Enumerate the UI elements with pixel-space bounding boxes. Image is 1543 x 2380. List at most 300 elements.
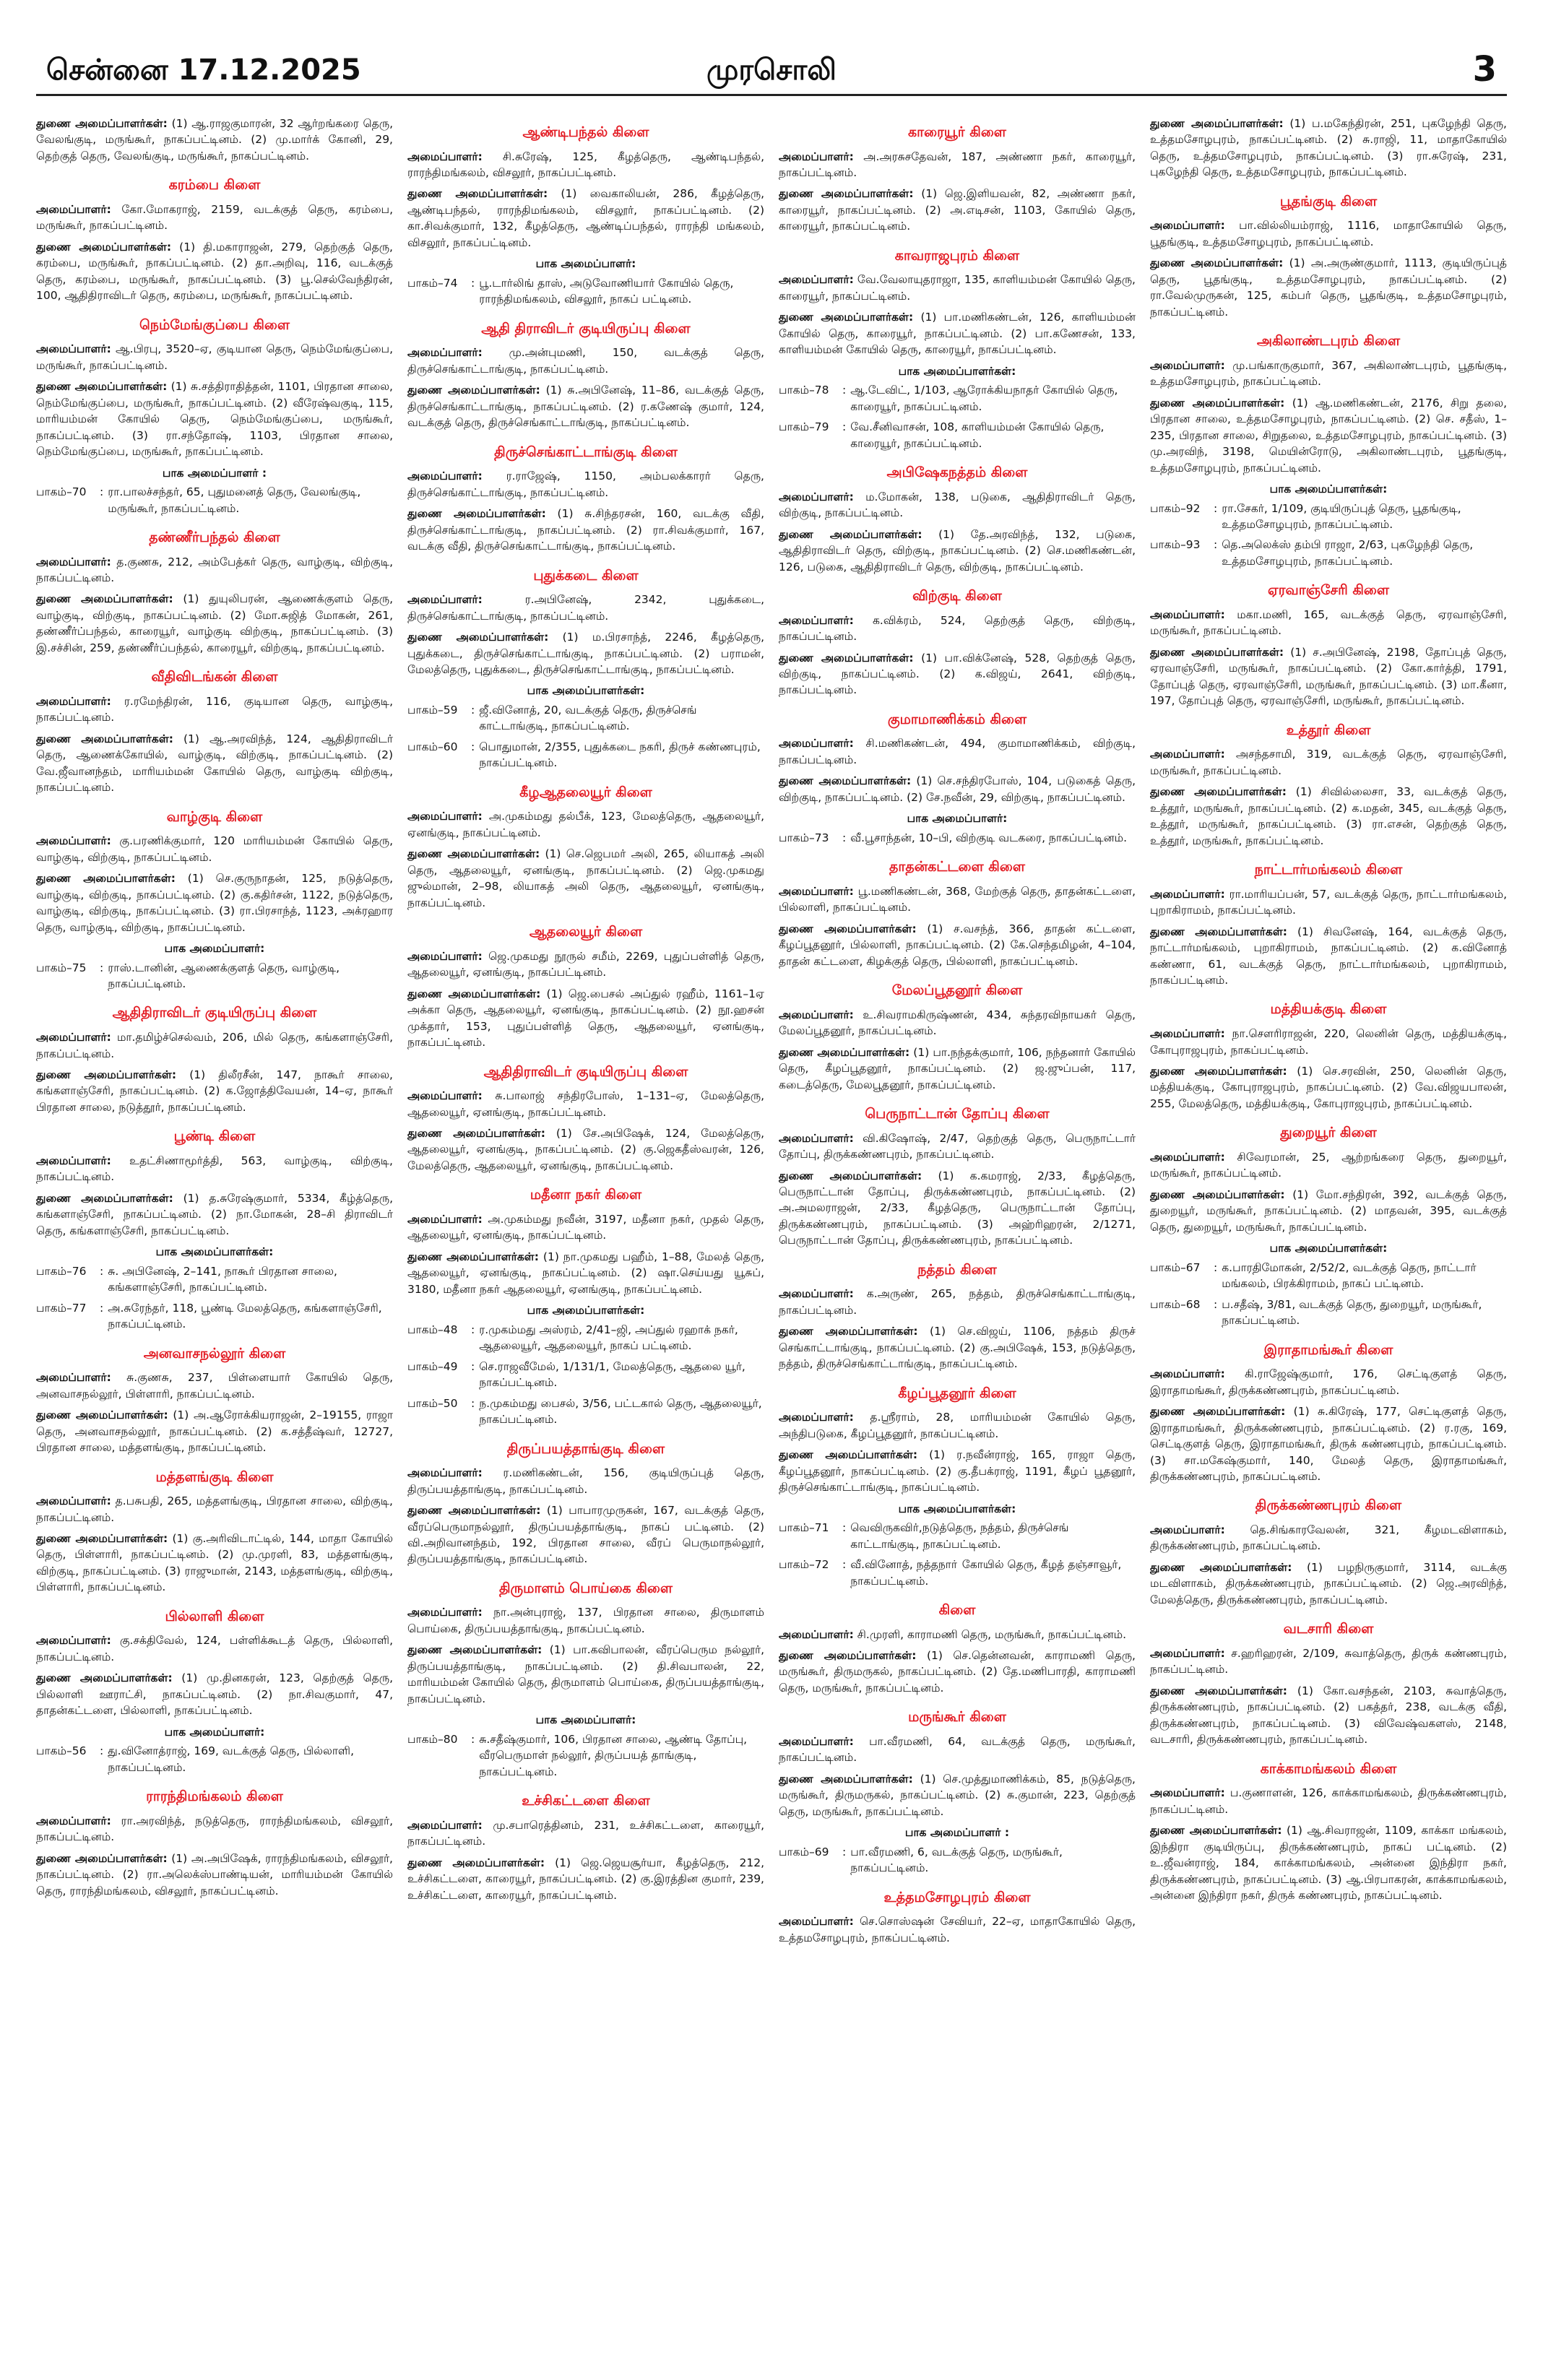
member-details: (1) பழநிருகுமார், 3114, வடக்கு மடவிளாகம், திருக்கண்ணபுரம், நாகப்பட்டினம். (2) ஜெ.அரவிந்த், மேலத்தெரு, திருக்கண்ணபுரம், நாகப்பட்டினம். — [1150, 1560, 1507, 1606]
branch-section — [36, 1344, 393, 1456]
branch-section — [407, 922, 764, 1050]
office-bearer-entry — [1150, 1559, 1507, 1608]
member-details: வே.வேலாயுதராஜா, 135, காளியம்மன் கோயில் தெரு, காரையூர், நாகப்பட்டினம். — [779, 273, 1136, 303]
booth-separator: : — [100, 1264, 104, 1278]
office-bearer-entry — [36, 116, 393, 164]
booth-row — [407, 1731, 764, 1780]
member-details: (1) ஜெ.ஜெயசூர்யா, கீழத்தெரு, 212, உச்சிகட்டளை, காரையூர், நாகப்பட்டினம். (2) கு.இரத்தின குமார், 239, உச்சிகட்டளை, காரையூர், நாகப்பட்டினம். — [407, 1856, 764, 1902]
branch-heading: தண்ணீர்பந்தல் கிளை — [149, 529, 280, 545]
booth-heading: பாக அமைப்பாளர்: — [164, 942, 265, 956]
role-label: துணை அமைப்பாளர்கள்: — [407, 384, 540, 397]
booth-agent: செ.ராஜவீமேல், 1/131/1, மேலத்தெரு, ஆதலை யூர், நாகப்பட்டினம். — [479, 1359, 745, 1390]
branch-section — [36, 176, 393, 303]
role-label: அமைப்பாளர்: — [407, 1818, 483, 1832]
role-label: அமைப்பாளர்: — [779, 1131, 854, 1145]
role-label: துணை அமைப்பாளர்கள்: — [407, 847, 540, 861]
member-details: (1) பா.நந்தக்குமார், 106, நந்தனார் கோயில் தெரு, கீழப்பூதனூர், நாகப்பட்டினம். (2) ஜ.ஜுப்பன், 117, கடைத்தெரு, மேலபூதனூர், நாகப்பட்டினம். — [779, 1045, 1136, 1091]
role-label: அமைப்பாளர்: — [779, 1411, 854, 1424]
booth-separator: : — [842, 1845, 847, 1858]
role-label: துணை அமைப்பாளர்கள்: — [779, 1649, 917, 1663]
member-details: மா.தமிழ்ச்செல்வம், 206, மில் தெரு, கங்களாஞ்சேரி, நாகப்பட்டினம். — [36, 1031, 393, 1060]
role-label: அமைப்பாளர்: — [407, 1606, 483, 1619]
booth-agent: வெவிருகவிர்,நடுத்தெரு, நத்தம், திருச்செங் காட்டாங்குடி, நாகப்பட்டினம். — [850, 1521, 1069, 1551]
office-bearer-entry — [1150, 395, 1507, 476]
booth-separator: : — [471, 1732, 475, 1746]
column-4 — [1150, 116, 1507, 2366]
booth-row — [779, 419, 1136, 451]
office-bearer-entry — [36, 591, 393, 656]
member-details: கு.பரணிக்குமார், 120 மாரியம்மன் கோயில் தெரு, வாழ்குடி, விற்குடி, நாகப்பட்டினம். — [36, 834, 393, 864]
member-details: (1) அ.ஆரோக்கியராஜன், 2–19155, ராஜா தெரு, அனவாசநல்லூர், நாகப்பட்டினம். (2) க.சத்தீஷ்வர், 12727, பிரதான சாலை, மத்தளங்குடி, நாகப்பட்டினம். — [36, 1408, 393, 1455]
member-details: (1) ஆ.அரவிந்த், 124, ஆதிதிராவிடர் தெரு, ஆணைக்கோயில், வாழ்குடி, விற்குடி, நாகப்பட்டினம். (2) வே.ஜீவானந்தம், மாரியம்மன் கோயில் தெரு, வாழ்குடி விற்குடி, நாகப்பட்டினம். — [36, 732, 393, 795]
member-details: (1) கு.அரிவிடாட்டில், 144, மாதா கோயில் தெரு, பிள்ளாரி, நாகப்பட்டினம். (2) மு.முரளி, 83, மத்தளங்குடி, விற்குடி, நாகப்பட்டினம். (3) ராஜுமான், 2143, மத்தளங்குடி, விற்குடி, பிள்ளாரி, நாகப்பட்டினம். — [36, 1531, 393, 1594]
member-details: ச.ஹரிஹரன், 2/109, சுவாத்தெரு, திருக் கண்ணபுரம், நாகப்பட்டினம். — [1150, 1646, 1507, 1676]
booth-agent: பூ.டார்லிங் தாஸ், அடுவோணியார் கோயில் தெரு, ராரந்திமங்கலம், விசலூர், நாகப் பட்டினம். — [479, 276, 734, 306]
member-details: ர.ராஜேஷ், 1150, அம்பலக்காரர் தெரு, திருச்செங்காட்டாங்குடி, நாகப்பட்டினம். — [407, 469, 764, 499]
office-bearer-entry — [779, 527, 1136, 575]
office-bearer-entry — [779, 735, 1136, 768]
booth-separator: : — [471, 703, 475, 717]
branch-heading: கிளை — [938, 1602, 976, 1618]
booth-separator: : — [842, 1558, 847, 1572]
role-label: துணை அமைப்பாளர்கள்: — [407, 1250, 539, 1263]
role-label: அமைப்பாளர்: — [36, 342, 111, 356]
branch-section — [407, 783, 764, 911]
booth-agent: சு.சதீஷ்குமார், 106, பிரதான சாலை, ஆண்டி தோப்பு, வீரபெருமாள் நல்லூர், திருப்பயத் தாங்குடி, நாகப்பட்டினம். — [479, 1732, 748, 1778]
branch-section — [1150, 332, 1507, 569]
role-label: துணை அமைப்பாளர்கள்: — [407, 1504, 541, 1518]
member-details: (1) சு.கிரேஷ், 177, செட்டிகுளத் தெரு, இராதாமங்கூர், திருக்கண்ணபுரம், நாகப்பட்டினம். (2) ர.ரகு, 169, செட்டிகுளத் தெரு, இராதாமங்கூர், திருக் கண்ணபுரம், நாகப்பட்டினம். (3) சா.மகேஷ்குமார், 140, மேலத் தெரு, இராதாமங்கூர், திருக்கண்ணபுரம், நாகப்பட்டினம். — [1150, 1405, 1507, 1483]
office-bearer-entry — [36, 1153, 393, 1185]
booth-heading: பாக அமைப்பாளர் : — [162, 466, 267, 480]
role-label: துணை அமைப்பாளர்கள்: — [36, 1408, 168, 1422]
booth-number: பாகம்–77 — [36, 1301, 87, 1315]
role-label: துணை அமைப்பாளர்கள்: — [36, 1191, 173, 1205]
role-label: துணை அமைப்பாளர்கள்: — [1150, 1187, 1285, 1201]
member-details: (1) மோ.சந்திரன், 392, வடக்குத் தெரு, துறையூர், மருங்கூர், நாகப்பட்டினம். (2) மாதவன், 395, வடக்குத் தெரு, துறையூர், மருங்கூர், நாகப்பட்டினம். — [1150, 1187, 1507, 1234]
office-bearer-entry — [36, 731, 393, 796]
booth-row — [1150, 501, 1507, 533]
member-details: நா.சௌரிராஜன், 220, லெனின் தெரு, மத்தியக்குடி, கோபுராஜபுரம், நாகப்பட்டினம். — [1150, 1027, 1507, 1057]
booth-row — [36, 1743, 393, 1775]
branch-heading: பூதங்குடி கிளை — [1279, 193, 1378, 209]
member-details: ஜெ.முகமது நூருல் சமீம், 2269, புதுப்பள்ளித் தெரு, ஆதலையூர், ஏனங்குடி, நாகப்பட்டினம். — [407, 949, 764, 979]
office-bearer-entry — [779, 1627, 1136, 1643]
booth-number: பாகம்–71 — [779, 1521, 829, 1535]
member-details: ரா.அரவிந்த், நடுத்தெரு, ராரந்திமங்கலம், விசலூர், நாகப்பட்டினம். — [36, 1814, 393, 1844]
office-bearer-entry — [36, 1670, 393, 1718]
branch-section — [779, 123, 1136, 235]
office-bearer-entry — [407, 468, 764, 501]
branch-heading: ஆதி திராவிடர் குடியிருப்பு கிளை — [481, 320, 691, 337]
member-details: (1) நா.முகமது பஹீம், 1–88, மேலத் தெரு, ஆதலையூர், ஏனங்குடி, நாகப்பட்டினம். (2) ஷா.செய்யது யூசுப், 3180, மதீனா நகர் ஆதலையூர், ஏனங்குடி, நாகப்பட்டினம். — [407, 1250, 764, 1296]
role-label: துணை அமைப்பாளர்கள்: — [779, 1169, 922, 1182]
member-details: ரா.மாரியப்பன், 57, வடக்குத் தெரு, நாட்டார்மங்கலம், புறாகிராமம், நாகப்பட்டினம். — [1150, 887, 1507, 917]
role-label: அமைப்பாளர்: — [407, 1089, 483, 1103]
booth-number: பாகம்–93 — [1150, 538, 1201, 552]
office-bearer-entry — [36, 1369, 393, 1402]
booth-row — [779, 382, 1136, 415]
booth-number: பாகம்–75 — [36, 961, 87, 974]
office-bearer-entry — [779, 1447, 1136, 1495]
branch-section — [36, 1607, 393, 1775]
office-bearer-entry — [36, 870, 393, 935]
role-label: துணை அமைப்பாளர்கள்: — [407, 1126, 545, 1140]
member-details: (1) செ.விஜய், 1106, நத்தம் திருச் செங்காட்டாங்குடி, நாகப்பட்டினம். (2) கு.அபிஷேக், 153, நடுத்தெரு, நத்தம், திருச்செங்காட்டாங்குடி, நாகப்பட்டினம். — [779, 1325, 1136, 1371]
role-label: அமைப்பாளர்: — [407, 1212, 483, 1226]
booth-agent: பொதுமான், 2/355, புதுக்கடை நகரி, திருச் கண்ணபுரம், நாகப்பட்டினம். — [479, 740, 761, 770]
member-details: (1) ஆ.மணிகண்டன், 2176, சிறு தலை, பிரதான சாலை, உத்தமசோழபுரம், நாகப்பட்டினம். (2) செ. சதீஸ், 1–235, பிரதான சாலை, சிறுதலை, உத்தமசோழபுரம், நாகப்பட்டினம். (3) மு.அரவிந், 3198, மெயின்ரோடு, அகிலாண்டபுரம், பூதங்குடி, உத்தமசோழபுரம், நாகப்பட்டினம். — [1150, 396, 1507, 475]
member-details: (1) பா.விக்னேஷ், 528, தெற்குத் தெரு, விற்குடி, நாகப்பட்டினம். (2) க.விஜய், 2641, விற்குடி, நாகப்பட்டினம். — [779, 651, 1136, 697]
booth-heading: பாக அமைப்பாளர்கள்: — [1269, 1242, 1388, 1255]
role-label: அமைப்பாளர்: — [1150, 1367, 1225, 1381]
booth-agent: வீ.பூசாந்தன், 10–பி, விற்குடி வடகரை, நாகப்பட்டினம். — [850, 831, 1128, 844]
branch-section — [779, 710, 1136, 846]
role-label: அமைப்பாளர்: — [1150, 607, 1225, 621]
branch-section — [1150, 1341, 1507, 1485]
role-label: துணை அமைப்பாளர்கள்: — [36, 1671, 173, 1685]
office-bearer-entry — [1150, 886, 1507, 919]
member-details: ர.மணிகண்டன், 156, குடியிருப்புத் தெரு, திருப்பயத்தாங்குடி, நாகப்பட்டினம். — [407, 1466, 764, 1496]
member-details: (1) ஜெ.பைசல் அப்துல் ரஹீம், 1161–1ஏ அக்கா தெரு, ஆதலையூர், ஏனங்குடி, நாகப்பட்டினம். (2) நூ.ஹசன் முக்தார், 153, புதுப்பள்ளித் தெரு, ஆதலையூர், ஏனங்குடி, நாகப்பட்டினம். — [407, 987, 764, 1050]
role-label: துணை அமைப்பாளர்கள்: — [407, 1856, 545, 1869]
booth-agent: து.வினோத்ராஜ், 169, வடக்குத் தெரு, பில்லாளி, நாகப்பட்டினம். — [108, 1744, 354, 1774]
role-label: துணை அமைப்பாளர்கள்: — [407, 507, 546, 521]
role-label: துணை அமைப்பாளர்கள்: — [1150, 1064, 1287, 1078]
office-bearer-entry — [1150, 255, 1507, 320]
office-bearer-entry — [779, 272, 1136, 304]
branch-section — [779, 587, 1136, 698]
office-bearer-entry — [36, 1632, 393, 1665]
branch-heading: ஆதிதிராவிடர் குடியிருப்பு கிளை — [112, 1005, 317, 1021]
booth-number: பாகம்–69 — [779, 1845, 829, 1858]
branch-heading: நத்தம் கிளை — [917, 1261, 997, 1278]
role-label: துணை அமைப்பாளர்கள்: — [1150, 785, 1287, 799]
member-details: (1) ச.அபினேஷ், 2198, தோப்புத் தெரு, ஏரவாஞ்சேரி, மருங்கூர், நாகப்பட்டினம். (2) கோ.கார்த்தி, 1791, தோப்புத் தெரு, ஏரவாஞ்சேரி, மருங்கூர், நாகப்பட்டினம். (3) மா.கீனா, 197, தோப்புத் தெரு, ஏரவாஞ்சேரி, மருங்கூர், நாகப்பட்டினம். — [1150, 645, 1507, 708]
booth-agent: ப.சதீஷ், 3/81, வடக்குத் தெரு, துறையூர், மருங்கூர், நாகப்பட்டினம். — [1222, 1297, 1482, 1328]
booth-agent: வீ.வினோத், நத்தநாா் கோயில் தெரு, கீழத் தஞ்சாவூர், நாகப்பட்டினம். — [850, 1558, 1122, 1588]
member-details: சிவேரமான், 25, ஆற்றங்கரை தெரு, துறையூர், மருங்கூர், நாகப்பட்டினம். — [1150, 1150, 1507, 1180]
booth-number: பாகம்–78 — [779, 384, 829, 397]
office-bearer-entry — [1150, 924, 1507, 989]
branch-section — [407, 319, 764, 431]
office-bearer-entry — [407, 592, 764, 624]
branch-heading: கீழப்பூதனூர் கிளை — [898, 1385, 1016, 1401]
role-label: துணை அமைப்பாளர்கள்: — [779, 922, 917, 935]
office-bearer-entry — [36, 341, 393, 373]
member-details: பா.வீரமணி, 64, வடக்குத் தெரு, மருங்கூர், நாகப்பட்டினம். — [779, 1734, 1136, 1765]
office-bearer-entry — [779, 921, 1136, 969]
booth-number: பாகம்–56 — [36, 1744, 87, 1758]
booth-agent: ஜீ.வினோத், 20, வடக்குத் தெரு, திருச்செங் காட்டாங்குடி, நாகப்பட்டினம். — [479, 703, 697, 733]
booth-separator: : — [842, 831, 847, 844]
office-bearer-entry — [779, 1734, 1136, 1766]
branch-heading: திருப்பயத்தாங்குடி கிளை — [506, 1440, 665, 1457]
office-bearer-entry — [36, 833, 393, 865]
office-bearer-entry — [779, 1409, 1136, 1442]
branch-heading: உத்தூர் கிளை — [1286, 722, 1371, 738]
member-details: ப.குணாளன், 126, காக்காமங்கலம், திருக்கண்ணபுரம், நாகப்பட்டினம். — [1150, 1786, 1507, 1816]
member-details: (1) சு.அபினேஷ், 11–86, வடக்குத் தெரு, திருச்செங்காட்டாங்குடி, நாகப்பட்டினம். (2) ர.கணேஷ் குமார், 124, வடக்குத் தெரு, திருச்செங்காட்டாங்குடி, நாகப்பட்டினம். — [407, 384, 764, 430]
booth-heading: பாக அமைப்பாளர்: — [535, 257, 636, 271]
office-bearer-entry — [1150, 1822, 1507, 1903]
booth-heading: பாக அமைப்பாளர்: — [535, 1713, 636, 1727]
branch-section — [36, 808, 393, 992]
newspaper-name: முரசொலி — [706, 53, 837, 87]
role-label: துணை அமைப்பாளர்கள்: — [407, 987, 541, 1000]
role-label: அமைப்பாளர்: — [36, 1031, 111, 1044]
masthead-rule — [36, 94, 1507, 96]
booth-separator: : — [842, 420, 847, 434]
member-details: அ.அரசுசதேவன், 187, அண்ணா நகர், காரையூர், நாகப்பட்டினம். — [779, 150, 1136, 180]
office-bearer-entry — [779, 1168, 1136, 1249]
booth-agent: க.பாரதிமோகன், 2/52/2, வடக்குத் தெரு, நாட்டார் மங்கலம், பிரக்கிராமம், நாகப் பட்டினம். — [1222, 1260, 1477, 1291]
booth-separator: : — [471, 1359, 475, 1373]
role-label: துணை அமைப்பாளர்கள்: — [36, 592, 173, 606]
member-details: (1) தே.அரவிந்த், 132, படுகை, ஆதிதிராவிடர் தெரு, விற்குடி, நாகப்பட்டினம். (2) செ.மணிகண்டன், 126, படுகை, ஆதிதிராவிடர் தெரு, விற்குடி, நாகப்பட்டினம். — [779, 527, 1136, 574]
booth-separator: : — [100, 1744, 104, 1758]
role-label: அமைப்பாளர்: — [407, 150, 483, 163]
role-label: அமைப்பாளர்: — [407, 810, 483, 823]
member-details: சு.பாலாஜ் சந்திரபோஸ், 1–131–ஏ, மேலத்தெரு, ஆதலையூர், ஏனங்குடி, நாகப்பட்டினம். — [407, 1089, 764, 1119]
member-details: த.குணசு, 212, அம்பேத்கர் தெரு, வாழ்குடி, விற்குடி, நாகப்பட்டினம். — [36, 555, 393, 585]
office-bearer-entry — [407, 1249, 764, 1297]
branch-heading: அகிலாண்டபுரம் கிளை — [1256, 333, 1401, 350]
role-label: துணை அமைப்பாளர்கள்: — [36, 732, 174, 745]
branch-heading: அபிஷேகநத்தம் கிளை — [886, 464, 1028, 481]
branch-section — [1150, 116, 1507, 181]
office-bearer-entry — [36, 1851, 393, 1899]
office-bearer-entry — [407, 1465, 764, 1497]
office-bearer-entry — [1150, 1403, 1507, 1484]
role-label: துணை அமைப்பாளர்கள்: — [36, 240, 172, 254]
member-details: பா.வில்லியம்ராஜ், 1116, மாதாகோயில் தெரு, பூதங்குடி, உத்தமசோழபுரம், நாகப்பட்டினம். — [1150, 219, 1507, 248]
office-bearer-entry — [407, 986, 764, 1051]
booth-separator: : — [1214, 1260, 1218, 1274]
booth-number: பாகம்–92 — [1150, 501, 1201, 515]
office-bearer-entry — [779, 1648, 1136, 1696]
branch-section — [1150, 860, 1507, 988]
booth-number: பாகம்–74 — [407, 276, 458, 290]
booth-heading: பாக அமைப்பாளர்கள்: — [527, 1304, 645, 1317]
booth-heading: பாக அமைப்பாளர்: — [907, 812, 1008, 826]
office-bearer-entry — [1150, 1683, 1507, 1748]
booth-separator: : — [842, 1521, 847, 1535]
column-2 — [407, 116, 764, 2366]
role-label: துணை அமைப்பாளர்கள்: — [1150, 396, 1285, 410]
booth-row — [407, 702, 764, 735]
branch-section — [407, 566, 764, 771]
booth-number: பாகம்–73 — [779, 831, 829, 844]
role-label: அமைப்பாளர்: — [779, 1008, 854, 1021]
office-bearer-entry — [1150, 644, 1507, 709]
role-label: துணை அமைப்பாளர்கள்: — [779, 1045, 910, 1059]
office-bearer-entry — [779, 1913, 1136, 1946]
booth-number: பாகம்–48 — [407, 1323, 458, 1336]
role-label: அமைப்பாளர்: — [36, 1371, 111, 1385]
branch-heading: வாழ்குடி கிளை — [166, 808, 263, 825]
role-label: அமைப்பாளர்: — [1150, 358, 1225, 372]
branch-heading: ஏரவாஞ்சேரி கிளை — [1267, 582, 1390, 599]
booth-heading: பாக அமைப்பாளர்கள்: — [155, 1245, 274, 1259]
member-details: கு.சக்திவேல், 124, பள்ளிக்கூடத் தெரு, பில்லாளி, நாகப்பட்டினம். — [36, 1634, 393, 1663]
branch-section — [1150, 1123, 1507, 1328]
member-details: மகா.மணி, 165, வடக்குத் தெரு, ஏரவாஞ்சேரி, மருங்கூர், நாகப்பட்டினம். — [1150, 607, 1507, 638]
booth-agent: ரா.சேகர், 1/109, குடியிருப்புத் தெரு, பூதங்குடி, உத்தமசோழபுரம், நாகப்பட்டினம். — [1222, 501, 1461, 531]
booth-row — [36, 1263, 393, 1296]
booth-heading: பாக அமைப்பாளர்கள்: — [527, 684, 645, 698]
booth-agent: ந.முகம்மது பைசல், 3/56, பட்டகால் தெரு, ஆதலையூர், நாகப்பட்டினம். — [479, 1396, 762, 1427]
booth-row — [1150, 1297, 1507, 1329]
member-details: ம.மோகன், 138, படுகை, ஆதிதிராவிடர் தெரு, விற்குடி, நாகப்பட்டினம். — [779, 490, 1136, 520]
role-label: அமைப்பாளர்: — [36, 694, 111, 708]
role-label: அமைப்பாளர்: — [1150, 1786, 1225, 1800]
office-bearer-entry — [407, 186, 764, 251]
branch-section — [407, 1063, 764, 1174]
office-bearer-entry — [1150, 1026, 1507, 1058]
role-label: அமைப்பாளர்: — [779, 1915, 854, 1929]
member-details: (1) சிவனேஷ், 164, வடக்குத் தெரு, நாட்டார்மங்கலம், புறாகிராமம், நாகப்பட்டினம். (2) க.வினோத் கண்ணா, 61, வடக்குத் தெரு, நாட்டார்மங்கலம், புறாகிராமம், நாகப்பட்டினம். — [1150, 925, 1507, 987]
branch-section — [407, 1185, 764, 1427]
branch-heading: கரம்பை கிளை — [168, 177, 261, 194]
office-bearer-entry — [36, 202, 393, 234]
role-label: துணை அமைப்பாளர்கள்: — [36, 1531, 168, 1545]
office-bearer-entry — [1150, 1785, 1507, 1817]
booth-heading: பாக அமைப்பாளர்கள்: — [1269, 483, 1388, 496]
booth-row — [407, 1395, 764, 1428]
role-label: துணை அமைப்பாளர்கள்: — [1150, 256, 1284, 270]
office-bearer-entry — [36, 1493, 393, 1526]
role-label: அமைப்பாளர்: — [407, 346, 483, 360]
office-bearer-entry — [407, 846, 764, 911]
booth-agent: சு. அபினேஷ், 2–141, நாகூர் பிரதான சாலை, கங்களாஞ்சேரி, நாகப்பட்டினம். — [108, 1264, 337, 1294]
member-details: உதட்சிணாமூர்த்தி, 563, வாழ்குடி, விற்குடி, நாகப்பட்டினம். — [36, 1154, 393, 1184]
office-bearer-entry — [1150, 217, 1507, 250]
role-label: அமைப்பாளர்: — [779, 1287, 854, 1301]
branch-section — [1150, 721, 1507, 849]
branch-heading: அனவாசநல்லூர் கிளை — [143, 1345, 286, 1362]
office-bearer-entry — [779, 1323, 1136, 1372]
branch-section — [779, 981, 1136, 1093]
booth-row — [36, 960, 393, 992]
booth-separator: : — [1214, 1297, 1218, 1311]
branch-section — [779, 463, 1136, 575]
office-bearer-entry — [1150, 1149, 1507, 1182]
member-details: (1) பா.கவிபாலன், வீரப்பெரும நல்லூர், திருப்பயத்தாங்குடி, நாகப்பட்டினம். (2) தி.சிவபாலன், 22, மாரியம்மன் கோயில் தெரு, திருமாளம் பொய்கை, திருப்பயத்தாங்குடி, நாகப்பட்டினம். — [407, 1643, 764, 1705]
office-bearer-entry — [1150, 116, 1507, 181]
branch-section — [1150, 192, 1507, 320]
member-details: சு.குணசு, 237, பிள்ளையார் கோயில் தெரு, அனவாசநல்லூர், பிள்ளாரி, நாகப்பட்டினம். — [36, 1371, 393, 1401]
role-label: துணை அமைப்பாளர்கள்: — [779, 187, 914, 201]
branch-heading: பெருநாட்டான் தோப்பு கிளை — [865, 1106, 1050, 1122]
member-details: மு.சபாரெத்தினம், 231, உச்சிகட்டளை, காரையூர், நாகப்பட்டினம். — [407, 1818, 764, 1848]
member-details: (1) அ.அருண்குமார், 1113, குடியிருப்புத் தெரு, பூதங்குடி, உத்தமசோழபுரம், நாகப்பட்டினம். (2) ரா.வேல்முருகன், 125, கம்பர் தெரு, பூதங்குடி, உத்தமசோழபுரம், நாகப்பட்டினம். — [1150, 256, 1507, 319]
member-details: (1) ஆ.சிவராஜன், 1109, காக்கா மங்கலம், இந்திரா குடியிருப்பு, திருக்கண்ணபுரம், நாகப் பட்டினம். (2) உ.ஜீவன்ராஜ், 184, காக்காமங்கலம், அன்னை இந்திரா நகர், திருக்கண்ணபுரம், நாகப்பட்டினம். (3) ஆ.பிரபாகரன், காக்காமங்கலம், அன்னை இந்திரா நகர், திருக் கண்ணபுரம், நாகப்பட்டினம். — [1150, 1824, 1507, 1903]
office-bearer-entry — [407, 506, 764, 554]
branch-heading: காக்காமங்கலம் கிளை — [1260, 1760, 1397, 1777]
branch-section — [36, 1127, 393, 1332]
office-bearer-entry — [407, 1125, 764, 1174]
booth-separator: : — [471, 740, 475, 753]
booth-agent: வே.சீனிவாசன், 108, காளியம்மன் கோயில் தெரு, காரையூர், நாகப்பட்டினம். — [850, 420, 1105, 450]
member-details: கி.ராஜேஷ்குமார், 176, செட்டிகுளத் தெரு, இராதாமங்கூர், திருக்கண்ணபுரம், நாகப்பட்டினம். — [1150, 1367, 1507, 1397]
branch-section — [407, 1791, 764, 1903]
booth-number: பாகம்–72 — [779, 1558, 829, 1572]
member-details: க.விக்ரம், 524, தெற்குத் தெரு, விற்குடி, நாகப்பட்டினம். — [779, 613, 1136, 644]
branch-heading: நாட்டார்மங்கலம் கிளை — [1254, 862, 1403, 878]
office-bearer-entry — [36, 1067, 393, 1115]
branch-heading: குமாமாணிக்கம் கிளை — [887, 711, 1027, 727]
office-bearer-entry — [407, 1502, 764, 1567]
column-1 — [36, 116, 393, 2366]
office-bearer-entry — [36, 1407, 393, 1455]
role-label: துணை அமைப்பாளர்கள்: — [1150, 117, 1284, 130]
office-bearer-entry — [779, 1007, 1136, 1039]
office-bearer-entry — [1150, 358, 1507, 390]
booth-separator: : — [100, 961, 104, 974]
branch-heading: பூண்டி கிளை — [173, 1128, 256, 1145]
member-details: (1) தி.மகாராஜன், 279, தெற்குத் தெரு, கரம்பை, மருங்கூர், நாகப்பட்டினம். (2) தா.அறிவு, 116, வடக்குத் தெரு, கரம்பை, மருங்கூர், நாகப்பட்டினம். (3) பூ.செல்வேந்திரன், 100, ஆதிதிராவிடர் தெரு, கரம்பை, மருங்கூர், நாகப்பட்டினம். — [36, 240, 393, 303]
booth-separator: : — [471, 1323, 475, 1336]
branch-section — [779, 1384, 1136, 1589]
role-label: துணை அமைப்பாளர்கள்: — [1150, 925, 1288, 938]
member-details: பூ.மணிகண்டன், 368, மேற்குத் தெரு, தாதன்கட்டளை, பில்லாளி, நாகப்பட்டினம். — [779, 884, 1136, 914]
member-details: (1) வைகாலியன், 286, கீழத்தெரு, ஆண்டிபந்தல், ராரந்திமங்கலம், விசலூர், நாகப்பட்டினம். (2) கா.சிவக்குமார், 132, கீழத்தெரு, ஆண்டிப்பந்தல், ராரந்தி மங்கலம், விசலூர், நாகப்பட்டினம். — [407, 187, 764, 249]
branch-section — [36, 667, 393, 795]
role-label: அமைப்பாளர்: — [407, 469, 483, 483]
member-details: (1) ர.நவீன்ராஜ், 165, ராஜா தெரு, கீழப்பூதனூர், நாகப்பட்டினம். (2) கு.தீபக்ராஜ், 1191, கீழப் பூதனூர், திருச்செங்காட்டாங்குடி, நாகப்பட்டினம். — [779, 1448, 1136, 1494]
office-bearer-entry — [36, 693, 393, 726]
booth-separator: : — [471, 276, 475, 290]
member-details: (1) ப.மகேந்திரன், 251, புகழேந்தி தெரு, உத்தமசோழபுரம், நாகப்பட்டினம். (2) சு.ராஜி, 11, மாதாகோயில் தெரு, உத்தமசோழபுரம், நாகப்பட்டினம். (3) ரா.சுரேஷ், 231, புகழேந்தி தெரு, உத்தமசோழபுரம், நாகப்பட்டினம். — [1150, 117, 1507, 179]
booth-separator: : — [842, 384, 847, 397]
booth-number: பாகம்–59 — [407, 703, 458, 717]
member-details: (1) செ.சந்திரபோஸ், 104, படுகைத் தெரு, விற்குடி, நாகப்பட்டினம். (2) சே.நவீன், 29, விற்குடி, நாகப்பட்டினம். — [779, 774, 1136, 804]
booth-agent: ஆ.டேவிட், 1/103, ஆரோக்கியநாதர் கோயில் தெரு, காரையூர், நாகப்பட்டினம். — [850, 384, 1118, 413]
office-bearer-entry — [407, 345, 764, 377]
office-bearer-entry — [779, 1771, 1136, 1819]
branch-section — [779, 1601, 1136, 1696]
booth-row — [407, 275, 764, 308]
branch-section — [407, 1579, 764, 1780]
role-label: துணை அமைப்பாளர்கள்: — [779, 527, 922, 541]
member-details: (1) சு.சிந்தரசன், 160, வடக்கு வீதி, திருச்செங்காட்டாங்குடி, நாகப்பட்டினம். (2) ரா.சிவக்குமார், 167, வடக்கு வீதி, திருச்செங்காட்டாங்குடி, நாகப்பட்டினம். — [407, 507, 764, 553]
branch-heading: பில்லாளி கிளை — [165, 1608, 264, 1624]
member-details: (1) கோ.வசந்தன், 2103, சுவாத்தெரு, திருக்கண்ணபுரம், நாகப்பட்டினம். (2) பகத்தர், 238, வடக்கு வீதி, திருக்கண்ணபுரம், நாகப்பட்டினம். (3) விவேஷ்வகளஸ், 2148, வடசாரி, திருக்கண்ணபுரம், நாகப்பட்டினம். — [1150, 1684, 1507, 1747]
branch-heading: உத்தமசோழபுரம் கிளை — [883, 1889, 1031, 1905]
booth-agent: தெ.அலெக்ஸ் தம்பி ராஜா, 2/63, புகழேந்தி தெரு, உத்தமசோழபுரம், நாகப்பட்டினம். — [1222, 538, 1474, 568]
role-label: அமைப்பாளர்: — [36, 555, 111, 568]
booth-heading: பாக அமைப்பாளர்: — [164, 1725, 265, 1739]
member-details: (1) ச.வசந்த், 366, தாதன் கட்டளை, கீழப்பூதனூர், பில்லாளி, நாகப்பட்டினம். (2) கே.செந்தமிழன், 4–104, தாதன் கட்டளை, கிழக்குத் தெரு, பில்லாளி, நாகப்பட்டினம். — [779, 922, 1136, 968]
role-label: துணை அமைப்பாளர்கள்: — [407, 631, 549, 644]
booth-row — [1150, 537, 1507, 569]
member-details: (1) சு.சத்திராதித்தன், 1101, பிரதான சாலை, நெம்மேங்குப்பை, மருங்கூர், நாகப்பட்டினம். (2) வீரேஷ்வகுடி, 115, மாரியம்மன் கோயில் தெரு, நெம்மேங்குப்பை, மருங்கூர், நாகப்பட்டினம். (3) ரா.சந்தோஷ், 1103, பிரதான சாலை, நெம்மேங்குப்பை, மருங்கூர், நாகப்பட்டினம். — [36, 380, 393, 459]
role-label: அமைப்பாளர்: — [407, 1466, 483, 1480]
member-details: சி.சுரேஷ், 125, கீழத்தெரு, ஆண்டிபந்தல், ராரந்திமங்கலம், விசலூர், நாகப்பட்டினம். — [407, 150, 764, 180]
role-label: துணை அமைப்பாளர்கள்: — [779, 1772, 913, 1786]
role-label: அமைப்பாளர்: — [1150, 887, 1225, 901]
member-details: (1) சிவில்லைசா, 33, வடக்குத் தெரு, உத்தூர், மருங்கூர், நாகப்பட்டினம். (2) க.மதன், 345, வடக்குத் தெரு, உத்தூர், மருங்கூர், நாகப்பட்டினம். (3) ரா.எசன், தெற்குத் தெரு, உத்தூர், மருங்கூர், நாகப்பட்டினம். — [1150, 785, 1507, 847]
branch-heading: உச்சிகட்டளை கிளை — [522, 1793, 650, 1809]
office-bearer-entry — [407, 1855, 764, 1903]
branch-section — [407, 443, 764, 555]
member-details: அ.முகம்மது தல்பீக், 123, மேலத்தெரு, ஆதலையூர், ஏனங்குடி, நாகப்பட்டினம். — [407, 810, 764, 839]
role-label: துணை அமைப்பாளர்கள்: — [1150, 1684, 1287, 1697]
role-label: துணை அமைப்பாளர்கள்: — [779, 774, 912, 788]
role-label: துணை அமைப்பாளர்கள்: — [36, 1068, 177, 1081]
branch-heading: ஆதிதிராவிடர் குடியிருப்பு கிளை — [483, 1063, 688, 1080]
